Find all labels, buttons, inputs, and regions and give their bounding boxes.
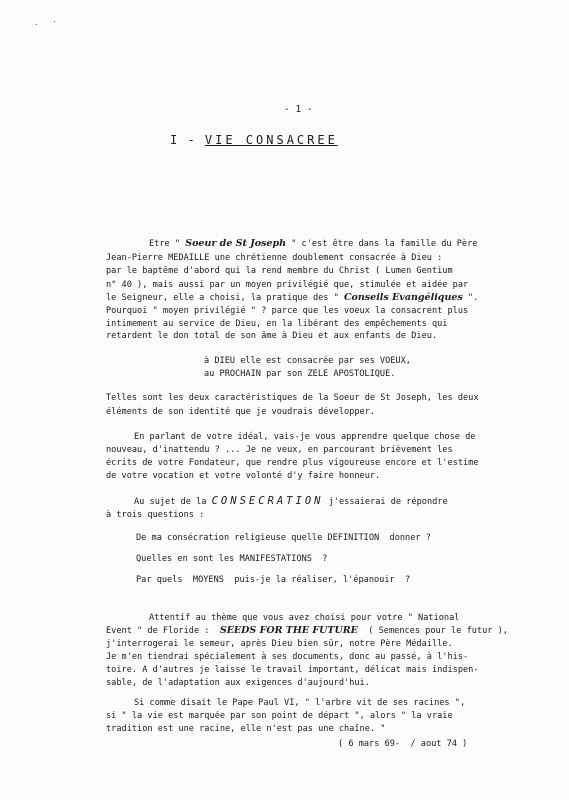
theme-line: toire. A d'autres je laisse le travail important, délicat mais indispen-: [106, 665, 479, 675]
text: ( Semences pour le futur ),: [357, 626, 508, 636]
chapter-title: [170, 133, 338, 147]
text: Event " de Floride :: [106, 626, 220, 636]
text: le Seigneur, elle a choisi, la pratique des ": [106, 293, 344, 303]
ideal-line: de votre vocation et votre volonté d'y faire honneur.: [106, 471, 381, 481]
theme-line: Je m'en tiendrai spécialement à ses documents, donc au passé, à l'his-: [106, 652, 469, 662]
consecration-keyword: CONSECRATION: [211, 495, 324, 507]
quote-date: ( 6 mars 69- / aout 74 ): [338, 739, 468, 749]
ideal-line: nouveau, d'inattendu ? ... Je ne veux, en parcourant brièvement les: [106, 445, 453, 455]
ideal-line: écrits de votre Fondateur, que rendre plus vigoureuse encore et l'estime: [106, 458, 479, 468]
text: Au sujet de la: [134, 497, 212, 507]
chapter-heading: VIE CONSACREE: [204, 133, 338, 147]
characteristics-line: éléments de son identité que je voudrais développer.: [106, 407, 376, 417]
intro-line: retardent le don total de son âme à Dieu et aux enfants de Dieu.: [106, 331, 438, 341]
question-item: Par quels MOYENS puis-je la réaliser, l'épanouir ?: [136, 575, 411, 585]
theme-line: sable, de l'adaptation aux exigences d'aujourd'hui.: [106, 678, 370, 688]
scan-mark: ·: [52, 17, 57, 26]
chapter-number: I -: [170, 133, 205, 147]
subject-line: à trois questions :: [106, 510, 205, 520]
intro-line: Pourquoi " moyen privilégié " ? parce que les voeux la consacrent plus: [106, 306, 469, 316]
ideal-line: En parlant de votre idéal, vais-je vous apprendre quelque chose de: [134, 432, 476, 442]
intro-line: n° 40 ), mais aussi par un moyen privilégié que, stimulée et aidée par: [106, 280, 469, 290]
question-item: Quelles en sont les MANIFESTATIONS ?: [136, 554, 328, 564]
theme-line: [106, 625, 508, 637]
intro-line: Jean-Pierre MEDAILLE une chrétienne doublement consacrée à Dieu :: [106, 253, 443, 263]
text: " c'est être dans la famille du Père: [286, 239, 478, 249]
consecration-line: à DIEU elle est consacrée par ses VOEUX,: [204, 356, 411, 366]
text: j'essaierai de répondre: [323, 497, 448, 507]
quote-line: tradition est une racine, elle n'est pas une chaîne. ": [106, 724, 386, 734]
intro-line: [149, 238, 477, 250]
intro-line: par le baptême d'abord qui la rend membre du Christ ( Lumen Gentium: [106, 266, 453, 276]
text: Etre ": [149, 239, 186, 249]
theme-line: Attentif au thème que vous avez choisi pour votre " National: [149, 613, 460, 623]
theme-line: j'interrogerai le semeur, après Dieu bien sûr, notre Père Médaille.: [106, 639, 453, 649]
page-number: - 1 -: [284, 104, 313, 115]
characteristics-line: Telles sont les deux caractéristiques de la Soeur de St Joseph, les deux: [106, 393, 479, 403]
quote-line: si " la vie est marquée par son point de départ ", alors " la vraie: [106, 711, 453, 721]
scan-mark: ·: [34, 20, 39, 29]
intro-line: intimement au service de Dieu, en la libérant des empêchements qui: [106, 319, 448, 329]
subject-line: [134, 495, 448, 508]
congregation-name: Soeur de St Joseph: [185, 238, 287, 249]
intro-line: [106, 292, 478, 304]
theme-title: SEEDS FOR THE FUTURE: [219, 625, 358, 636]
quote-line: Si comme disait le Pape Paul VI, " l'arbre vit de ses racines ",: [134, 698, 466, 708]
question-item: De ma consécration religieuse quelle DEFINITION donner ?: [136, 533, 431, 543]
consecration-line: au PROCHAIN par son ZELE APOSTOLIQUE.: [204, 369, 396, 379]
text: ".: [462, 293, 479, 303]
evangelical-counsels: Conseils Evangéliques: [344, 292, 463, 303]
